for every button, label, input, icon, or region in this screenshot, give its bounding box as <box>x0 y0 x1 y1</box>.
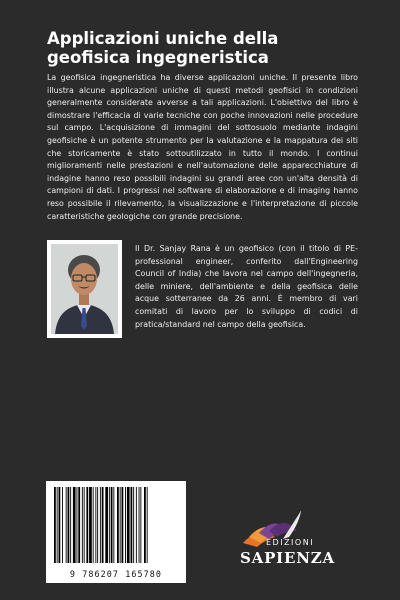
barcode-bar <box>102 487 104 563</box>
publisher-label: EDIZIONI <box>266 538 315 547</box>
barcode-bar <box>120 487 121 563</box>
barcode-bar <box>70 487 71 563</box>
barcode-bars <box>52 487 180 565</box>
barcode-bar <box>66 487 67 563</box>
barcode-bar <box>136 487 137 563</box>
barcode-bar <box>97 487 98 563</box>
barcode-bar <box>139 487 140 563</box>
barcode-bar <box>57 487 58 563</box>
barcode-bar <box>113 487 114 563</box>
barcode-bar <box>122 487 124 563</box>
barcode-bar <box>62 487 63 563</box>
barcode-bar <box>93 487 94 563</box>
barcode-bar <box>95 487 96 563</box>
barcode-bar <box>78 487 80 563</box>
book-description: La geofisica ingegneristica ha diverse applicazioni uniche. Il presente libro illustra alcune applicazioni uniche di questi metodi geofisici in condizioni generalmente considerate avverse a tali applicazioni. L'obiettivo del libro è dimostrare l'efficacia di varie tecniche con poche innovazioni nelle procedure sul campo. L'acquisizione di immagini del sottosuolo mediante indagini geofisiche è un potente strumento per la valutazione e la mappatura dei siti che storicamente è stato sottoutilizzato in tutto il mondo. I continui miglioramenti nelle prestazioni e nell'automazione delle apparecchiature di indagine hanno reso possibili indagini su grandi aree con un'alta densità di campioni di dati. I progressi nel software di elaborazione e di imaging hanno reso possibile il rilevamento, la visualizzazione e l'interpretazione di piccole caratteristiche geologiche con grande precisione. <box>47 73 358 221</box>
book-title <box>47 29 367 67</box>
barcode-bar <box>89 487 92 563</box>
barcode-bar <box>127 487 130 563</box>
barcode-bar <box>68 487 70 563</box>
barcode-bar <box>84 487 85 563</box>
barcode-bar <box>109 487 110 563</box>
barcode-bar <box>144 487 146 563</box>
author-bio: Il Dr. Sanjay Rana è un geofisico (con il titolo di PE-professional engineer, conferito dall'Engineering Council of India) che lavora nel campo dell'ingegneria, delle miniere, dell'ambiente e della geofisica delle acque sotterranee da 26 anni. È membro di vari comitati di lavoro per lo sviluppo di codici di pratica/standard nel campo della geofisica. <box>135 244 358 329</box>
barcode-bar <box>147 487 148 563</box>
barcode-bar <box>100 487 101 563</box>
publisher-name: SAPIENZA <box>240 549 335 567</box>
barcode-bar <box>86 487 88 563</box>
barcode-bar <box>77 487 78 563</box>
barcode-bar <box>133 487 134 563</box>
barcode-bar <box>82 487 83 563</box>
barcode-bar <box>111 487 113 563</box>
author-photo <box>51 244 118 334</box>
author-photo-frame <box>47 240 122 338</box>
barcode-bar <box>117 487 119 563</box>
barcode-bar <box>59 487 61 563</box>
barcode-bar <box>131 487 133 563</box>
barcode-bar <box>105 487 108 563</box>
isbn-number: 9 786207 165780 <box>69 569 163 579</box>
barcode-bar <box>73 487 76 563</box>
barcode-bar <box>140 487 141 563</box>
barcode-bar <box>125 487 126 563</box>
book-title-line-2: geofisica ingegneristica <box>47 48 269 67</box>
book-title-line-1: Applicazioni uniche della <box>47 29 279 48</box>
isbn-barcode <box>46 481 186 583</box>
barcode-bar <box>54 487 56 563</box>
